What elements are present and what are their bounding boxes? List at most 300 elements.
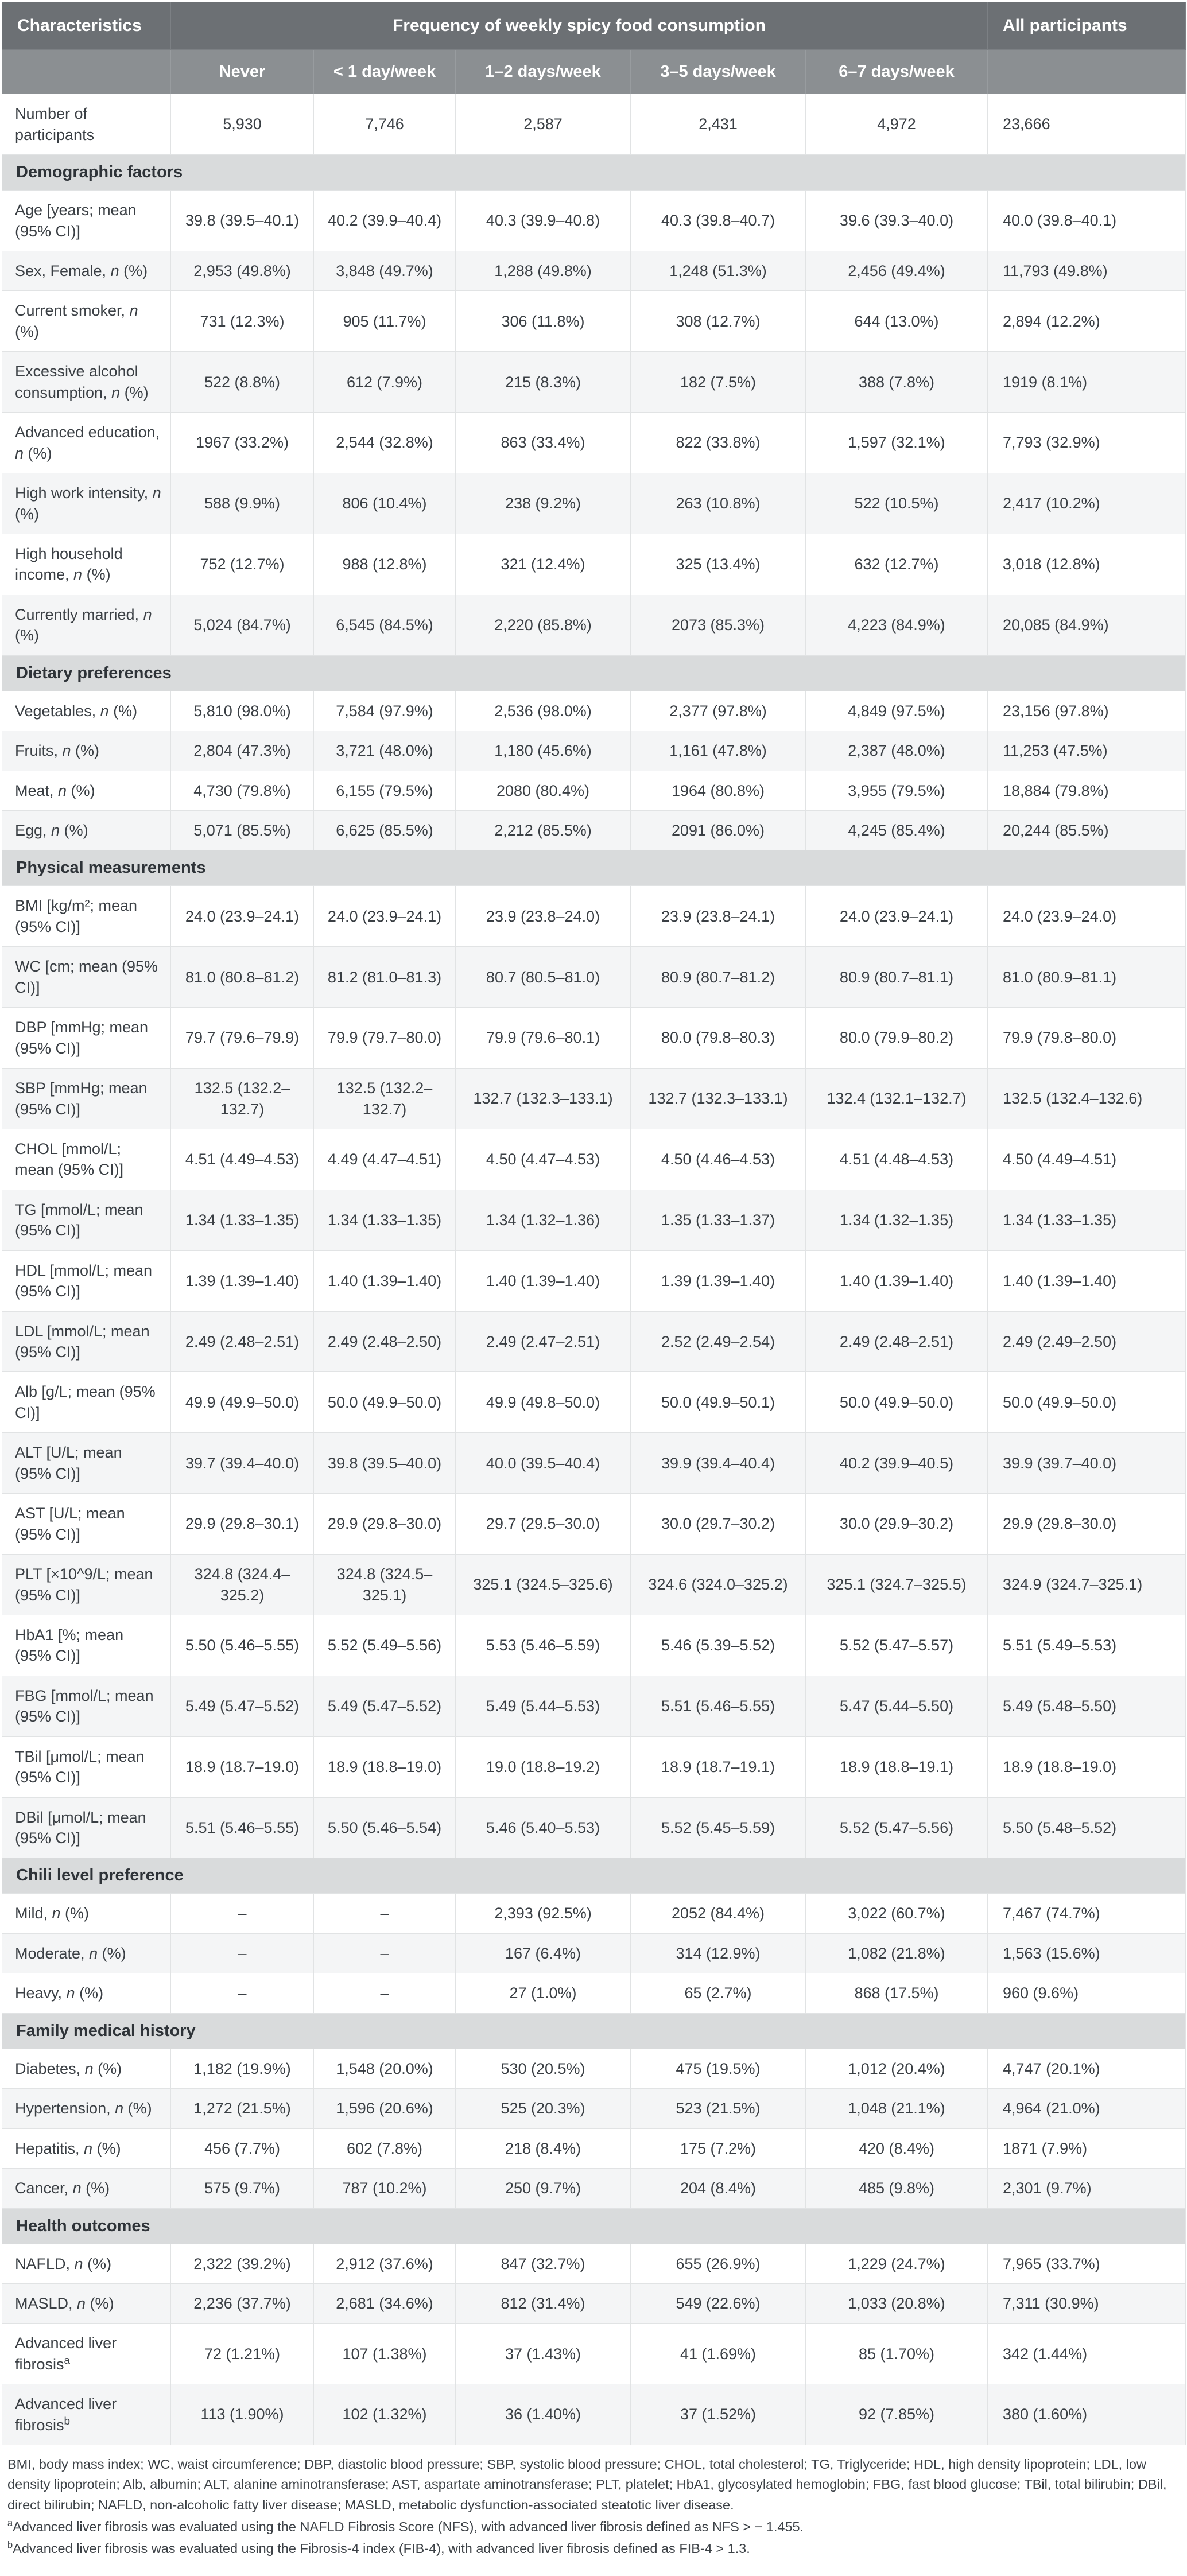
data-cell: 11,253 (47.5%) [988,731,1186,771]
header-characteristics: Characteristics [2,2,171,50]
section-row [2,1858,1186,1894]
data-cell: 324.8 (324.5–325.1) [314,1555,456,1615]
data-cell: 3,955 (79.5%) [806,771,988,810]
data-cell: 4.49 (4.47–4.51) [314,1129,456,1190]
data-cell: 2,544 (32.8%) [314,413,456,473]
row-label: Vegetables, n (%) [2,691,171,731]
data-cell: 5,024 (84.7%) [171,595,314,655]
data-cell: 5.53 (5.46–5.59) [456,1615,631,1676]
row-label: Mild, n (%) [2,1894,171,1933]
data-cell: 40.3 (39.9–40.8) [456,191,631,251]
data-cell: 39.7 (39.4–40.0) [171,1433,314,1494]
data-cell: 5.50 (5.46–5.55) [171,1615,314,1676]
row-label: Heavy, n (%) [2,1973,171,2013]
row-label: Excessive alcohol consumption, n (%) [2,352,171,413]
header-row-top [2,2,1186,50]
data-cell: 5,810 (98.0%) [171,691,314,731]
section-row [2,155,1186,191]
table-row [2,413,1186,473]
data-cell: 2.52 (2.49–2.54) [631,1311,806,1372]
section-row [2,655,1186,691]
data-cell: 1.34 (1.33–1.35) [988,1190,1186,1250]
table-row [2,886,1186,947]
data-cell: 1,596 (20.6%) [314,2089,456,2128]
table-row [2,1894,1186,1933]
data-cell: 1,563 (15.6%) [988,1933,1186,1973]
data-cell: 132.5 (132.2–132.7) [171,1069,314,1129]
data-cell: 2,431 [631,94,806,155]
data-cell: 306 (11.8%) [456,291,631,352]
data-cell: 6,625 (85.5%) [314,811,456,850]
data-cell: 523 (21.5%) [631,2089,806,2128]
data-cell: 81.2 (81.0–81.3) [314,947,456,1008]
data-cell: 787 (10.2%) [314,2169,456,2208]
data-cell: 50.0 (49.9–50.0) [314,1372,456,1433]
data-cell: 2,322 (39.2%) [171,2244,314,2283]
data-cell: 79.7 (79.6–79.9) [171,1008,314,1069]
table-row [2,191,1186,251]
data-cell: 40.2 (39.9–40.5) [806,1433,988,1494]
data-cell: 588 (9.9%) [171,473,314,534]
row-label: AST [U/L; mean (95% CI)] [2,1494,171,1555]
table-row [2,1129,1186,1190]
data-cell: 2052 (84.4%) [631,1894,806,1933]
characteristics-table [2,2,1186,2445]
data-cell: 1.34 (1.33–1.35) [314,1190,456,1250]
row-label: CHOL [mmol/L; mean (95% CI)] [2,1129,171,1190]
data-cell: 7,746 [314,94,456,155]
table-row [2,595,1186,655]
data-cell: 5.51 (5.46–5.55) [171,1797,314,1858]
table-row [2,534,1186,595]
row-label: Hypertension, n (%) [2,2089,171,2128]
data-cell: 24.0 (23.9–24.1) [314,886,456,947]
row-label: SBP [mmHg; mean (95% CI)] [2,1069,171,1129]
row-label: Number of participants [2,94,171,155]
data-cell: 40.3 (39.8–40.7) [631,191,806,251]
section-title: Health outcomes [2,2208,1186,2244]
table-row [2,2244,1186,2283]
data-cell: 37 (1.43%) [456,2324,631,2384]
data-cell: 1.39 (1.39–1.40) [171,1250,314,1311]
data-cell: 36 (1.40%) [456,2384,631,2445]
section-title: Chili level preference [2,1858,1186,1894]
row-label: NAFLD, n (%) [2,2244,171,2283]
header-spacer-left [2,50,171,94]
row-label: DBP [mmHg; mean (95% CI)] [2,1008,171,1069]
footnote: BMI, body mass index; WC, waist circumference; DBP, diastolic blood pressure; SBP, systolic blood pressure; CHOL, total cholesterol; TG, Triglyceride; HDL, high density lipoprotein; LDL, low density lipoprotein; Alb, albumin; ALT, alanine aminotransferase; AST, aspartate aminotransferase; PLT, platelet; HbA1, glycosylated hemoglobin; FBG, fast blood glucose; TBil, total bilirubin; DBil, direct bilirubin; NAFLD, non-alcoholic fatty liver disease; MASLD, metabolic dysfunction-associated steatotic liver disease. [7,2457,1167,2512]
table-row [2,251,1186,291]
data-cell: 50.0 (49.9–50.1) [631,1372,806,1433]
row-label: Currently married, n (%) [2,595,171,655]
data-cell: 24.0 (23.9–24.0) [988,886,1186,947]
data-cell: 7,584 (97.9%) [314,691,456,731]
data-cell: – [314,1933,456,1973]
data-cell: 18.9 (18.8–19.0) [988,1736,1186,1797]
data-cell: 1.35 (1.33–1.37) [631,1190,806,1250]
data-cell: – [171,1933,314,1973]
data-cell: 24.0 (23.9–24.1) [171,886,314,947]
data-cell: 475 (19.5%) [631,2049,806,2088]
data-cell: 2,536 (98.0%) [456,691,631,731]
table-row [2,1494,1186,1555]
data-cell: 1,180 (45.6%) [456,731,631,771]
data-cell: 40.0 (39.5–40.4) [456,1433,631,1494]
data-cell: 238 (9.2%) [456,473,631,534]
data-cell: 731 (12.3%) [171,291,314,352]
data-cell: 3,848 (49.7%) [314,251,456,291]
table-row [2,1250,1186,1311]
data-cell: 41 (1.69%) [631,2324,806,2384]
row-label: Cancer, n (%) [2,2169,171,2208]
data-cell: 522 (8.8%) [171,352,314,413]
section-row [2,2208,1186,2244]
row-label: BMI [kg/m²; mean (95% CI)] [2,886,171,947]
data-cell: 85 (1.70%) [806,2324,988,2384]
data-cell: 4.51 (4.48–4.53) [806,1129,988,1190]
data-cell: 812 (31.4%) [456,2283,631,2323]
data-cell: 1.34 (1.32–1.36) [456,1190,631,1250]
data-cell: 29.7 (29.5–30.0) [456,1494,631,1555]
section-title: Physical measurements [2,850,1186,886]
data-cell: 5.46 (5.40–5.53) [456,1797,631,1858]
data-cell: 324.9 (324.7–325.1) [988,1555,1186,1615]
data-cell: 19.0 (18.8–19.2) [456,1736,631,1797]
row-label: Advanced liver fibrosis$^b$ [2,2384,171,2445]
row-label: PLT [×10^9/L; mean (95% CI)] [2,1555,171,1615]
data-cell: 167 (6.4%) [456,1933,631,1973]
data-cell: 863 (33.4%) [456,413,631,473]
table-row [2,1069,1186,1129]
data-cell: 752 (12.7%) [171,534,314,595]
data-cell: 2,393 (92.5%) [456,1894,631,1933]
data-cell: 7,311 (30.9%) [988,2283,1186,2323]
data-cell: 2,804 (47.3%) [171,731,314,771]
data-cell: 204 (8.4%) [631,2169,806,2208]
data-cell: 1919 (8.1%) [988,352,1186,413]
data-cell: 1,161 (47.8%) [631,731,806,771]
data-cell: 18.9 (18.8–19.0) [314,1736,456,1797]
data-cell: 5.52 (5.47–5.57) [806,1615,988,1676]
data-cell: 2,953 (49.8%) [171,251,314,291]
data-cell: 1.40 (1.39–1.40) [806,1250,988,1311]
data-cell: 79.9 (79.7–80.0) [314,1008,456,1069]
data-cell: 3,018 (12.8%) [988,534,1186,595]
data-cell: 5.52 (5.45–5.59) [631,1797,806,1858]
data-cell: 40.0 (39.8–40.1) [988,191,1186,251]
row-label: MASLD, n (%) [2,2283,171,2323]
table-row [2,352,1186,413]
data-cell: 4.50 (4.49–4.51) [988,1129,1186,1190]
row-label: TG [mmol/L; mean (95% CI)] [2,1190,171,1250]
data-cell: 5.51 (5.49–5.53) [988,1615,1186,1676]
footnote: $^b$Advanced liver fibrosis was evaluated using the Fibrosis-4 index (FIB-4), with advanced liver fibrosis defined as FIB-4 > 1.3. [7,2540,750,2556]
data-cell: 1871 (7.9%) [988,2128,1186,2168]
table-row [2,2128,1186,2168]
row-label: Meat, n (%) [2,771,171,810]
data-cell: 7,965 (33.7%) [988,2244,1186,2283]
data-cell: 4,730 (79.8%) [171,771,314,810]
row-label: Egg, n (%) [2,811,171,850]
table-row [2,1008,1186,1069]
row-label: High work intensity, n (%) [2,473,171,534]
data-cell: 80.7 (80.5–81.0) [456,947,631,1008]
data-cell: 1,597 (32.1%) [806,413,988,473]
data-cell: 380 (1.60%) [988,2384,1186,2445]
header-col-6-7-days: 6–7 days/week [806,50,988,94]
table-row [2,691,1186,731]
section-row [2,850,1186,886]
header-col-lt-1-day: < 1 day/week [314,50,456,94]
data-cell: 72 (1.21%) [171,2324,314,2384]
data-cell: 6,545 (84.5%) [314,595,456,655]
data-cell: 4,245 (85.4%) [806,811,988,850]
data-cell: 18.9 (18.7–19.0) [171,1736,314,1797]
data-cell: 2,387 (48.0%) [806,731,988,771]
header-col-never: Never [171,50,314,94]
data-cell: 1.40 (1.39–1.40) [314,1250,456,1311]
row-label: HDL [mmol/L; mean (95% CI)] [2,1250,171,1311]
row-label: Sex, Female, n (%) [2,251,171,291]
data-cell: 263 (10.8%) [631,473,806,534]
data-cell: 324.6 (324.0–325.2) [631,1555,806,1615]
data-cell: 1.40 (1.39–1.40) [988,1250,1186,1311]
data-cell: 2,301 (9.7%) [988,2169,1186,2208]
data-cell: 602 (7.8%) [314,2128,456,2168]
data-cell: 39.8 (39.5–40.1) [171,191,314,251]
data-cell: 325.1 (324.5–325.6) [456,1555,631,1615]
data-cell: 549 (22.6%) [631,2283,806,2323]
data-cell: 80.0 (79.9–80.2) [806,1008,988,1069]
data-cell: 3,022 (60.7%) [806,1894,988,1933]
table-row [2,1433,1186,1494]
data-cell: 39.6 (39.3–40.0) [806,191,988,251]
table-row [2,1797,1186,1858]
data-cell: 1,248 (51.3%) [631,251,806,291]
data-cell: 5.52 (5.49–5.56) [314,1615,456,1676]
data-cell: 314 (12.9%) [631,1933,806,1973]
row-label: FBG [mmol/L; mean (95% CI)] [2,1676,171,1736]
data-cell: 27 (1.0%) [456,1973,631,2013]
data-cell: 132.5 (132.4–132.6) [988,1069,1186,1129]
data-cell: 1,229 (24.7%) [806,2244,988,2283]
data-cell: 2,587 [456,94,631,155]
data-cell: 81.0 (80.8–81.2) [171,947,314,1008]
data-cell: 18.9 (18.7–19.1) [631,1736,806,1797]
table-row [2,2324,1186,2384]
data-cell: 39.9 (39.7–40.0) [988,1433,1186,1494]
data-cell: 182 (7.5%) [631,352,806,413]
header-col-1-2-days: 1–2 days/week [456,50,631,94]
data-cell: 1967 (33.2%) [171,413,314,473]
data-cell: 342 (1.44%) [988,2324,1186,2384]
data-cell: 30.0 (29.9–30.2) [806,1494,988,1555]
data-cell: 79.9 (79.6–80.1) [456,1008,631,1069]
table-row [2,1372,1186,1433]
data-cell: 4.50 (4.46–4.53) [631,1129,806,1190]
data-cell: 39.8 (39.5–40.0) [314,1433,456,1494]
data-cell: 29.9 (29.8–30.0) [314,1494,456,1555]
section-title: Dietary preferences [2,655,1186,691]
data-cell: 80.9 (80.7–81.2) [631,947,806,1008]
table-row [2,94,1186,155]
data-cell: 644 (13.0%) [806,291,988,352]
row-label: DBil [μmol/L; mean (95% CI)] [2,1797,171,1858]
data-cell: 2,377 (97.8%) [631,691,806,731]
data-cell: 23.9 (23.8–24.0) [456,886,631,947]
table-body [2,94,1186,2445]
table-row [2,2049,1186,2088]
data-cell: 325.1 (324.7–325.5) [806,1555,988,1615]
data-cell: 107 (1.38%) [314,2324,456,2384]
data-cell: 11,793 (49.8%) [988,251,1186,291]
data-cell: 79.9 (79.8–80.0) [988,1008,1186,1069]
data-cell: 2.49 (2.48–2.51) [806,1311,988,1372]
data-cell: 49.9 (49.8–50.0) [456,1372,631,1433]
data-cell: 4,964 (21.0%) [988,2089,1186,2128]
data-cell: 5.46 (5.39–5.52) [631,1615,806,1676]
data-cell: 7,793 (32.9%) [988,413,1186,473]
row-label: High household income, n (%) [2,534,171,595]
data-cell: 2,417 (10.2%) [988,473,1186,534]
data-cell: 1964 (80.8%) [631,771,806,810]
data-cell: 5.49 (5.47–5.52) [314,1676,456,1736]
data-cell: 485 (9.8%) [806,2169,988,2208]
table-row [2,1676,1186,1736]
table-row [2,2169,1186,2208]
data-cell: 324.8 (324.4–325.2) [171,1555,314,1615]
data-cell: 5.47 (5.44–5.50) [806,1676,988,1736]
row-label: ALT [U/L; mean (95% CI)] [2,1433,171,1494]
data-cell: 7,467 (74.7%) [988,1894,1186,1933]
data-cell: 2.49 (2.47–2.51) [456,1311,631,1372]
data-cell: 92 (7.85%) [806,2384,988,2445]
table-row [2,947,1186,1008]
data-cell: 2.49 (2.48–2.51) [171,1311,314,1372]
row-label: Advanced education, n (%) [2,413,171,473]
data-cell: 6,155 (79.5%) [314,771,456,810]
data-cell: 2.49 (2.48–2.50) [314,1311,456,1372]
data-cell: 81.0 (80.9–81.1) [988,947,1186,1008]
data-cell: 5,071 (85.5%) [171,811,314,850]
data-cell: 321 (12.4%) [456,534,631,595]
data-cell: 1,182 (19.9%) [171,2049,314,2088]
data-cell: 4.50 (4.47–4.53) [456,1129,631,1190]
table-row [2,811,1186,850]
data-cell: 575 (9.7%) [171,2169,314,2208]
data-cell: 102 (1.32%) [314,2384,456,2445]
data-cell: – [314,1973,456,2013]
data-cell: 20,085 (84.9%) [988,595,1186,655]
data-cell: 456 (7.7%) [171,2128,314,2168]
row-label: LDL [mmol/L; mean (95% CI)] [2,1311,171,1372]
table-row [2,1311,1186,1372]
row-label: HbA1 [%; mean (95% CI)] [2,1615,171,1676]
data-cell: 308 (12.7%) [631,291,806,352]
data-cell: 24.0 (23.9–24.1) [806,886,988,947]
data-cell: 80.0 (79.8–80.3) [631,1008,806,1069]
data-cell: 325 (13.4%) [631,534,806,595]
row-label: Age [years; mean (95% CI)] [2,191,171,251]
table-row [2,1973,1186,2013]
data-cell: 5.49 (5.48–5.50) [988,1676,1186,1736]
data-cell: 1.40 (1.39–1.40) [456,1250,631,1311]
header-spacer-right [988,50,1186,94]
data-cell: 2,894 (12.2%) [988,291,1186,352]
data-cell: 2080 (80.4%) [456,771,631,810]
data-cell: 2,220 (85.8%) [456,595,631,655]
data-cell: 525 (20.3%) [456,2089,631,2128]
data-cell: 5.50 (5.48–5.52) [988,1797,1186,1858]
table-row [2,1736,1186,1797]
table-row [2,291,1186,352]
data-cell: 868 (17.5%) [806,1973,988,2013]
table-row [2,473,1186,534]
data-cell: 632 (12.7%) [806,534,988,595]
footnote: $^a$Advanced liver fibrosis was evaluated using the NAFLD Fibrosis Score (NFS), with advanced liver fibrosis defined as NFS > − 1.455. [7,2518,804,2534]
data-cell: 4.51 (4.49–4.53) [171,1129,314,1190]
data-cell: 23,666 [988,94,1186,155]
data-cell: 1.34 (1.32–1.35) [806,1190,988,1250]
data-cell: 905 (11.7%) [314,291,456,352]
data-cell: 4,849 (97.5%) [806,691,988,731]
data-cell: 655 (26.9%) [631,2244,806,2283]
data-cell: 49.9 (49.9–50.0) [171,1372,314,1433]
table-row [2,731,1186,771]
data-cell: 132.5 (132.2–132.7) [314,1069,456,1129]
header-col-3-5-days: 3–5 days/week [631,50,806,94]
table-row [2,1190,1186,1250]
data-cell: 2,681 (34.6%) [314,2283,456,2323]
row-label: Alb [g/L; mean (95% CI)] [2,1372,171,1433]
row-label: Moderate, n (%) [2,1933,171,1973]
data-cell: 2,912 (37.6%) [314,2244,456,2283]
data-cell: – [314,1894,456,1933]
data-cell: 5.49 (5.44–5.53) [456,1676,631,1736]
data-cell: 23,156 (97.8%) [988,691,1186,731]
header-all-participants: All participants [988,2,1186,50]
table-row [2,2384,1186,2445]
footnotes [2,2445,1185,2574]
data-cell: 5,930 [171,94,314,155]
data-cell: 132.4 (132.1–132.7) [806,1069,988,1129]
data-cell: 23.9 (23.8–24.1) [631,886,806,947]
data-cell: 988 (12.8%) [314,534,456,595]
data-cell: 1.34 (1.33–1.35) [171,1190,314,1250]
data-cell: 530 (20.5%) [456,2049,631,2088]
data-cell: 113 (1.90%) [171,2384,314,2445]
row-label: TBil [μmol/L; mean (95% CI)] [2,1736,171,1797]
data-cell: 40.2 (39.9–40.4) [314,191,456,251]
data-cell: 1,012 (20.4%) [806,2049,988,2088]
data-cell: 65 (2.7%) [631,1973,806,2013]
data-cell: 20,244 (85.5%) [988,811,1186,850]
data-cell: 420 (8.4%) [806,2128,988,2168]
table-row [2,2283,1186,2323]
data-cell: 806 (10.4%) [314,473,456,534]
data-cell: 18.9 (18.8–19.1) [806,1736,988,1797]
data-cell: 3,721 (48.0%) [314,731,456,771]
data-cell: 388 (7.8%) [806,352,988,413]
row-label: WC [cm; mean (95% CI)] [2,947,171,1008]
data-cell: 215 (8.3%) [456,352,631,413]
data-cell: 5.49 (5.47–5.52) [171,1676,314,1736]
row-label: Hepatitis, n (%) [2,2128,171,2168]
table-header [2,2,1186,94]
data-cell: 1,272 (21.5%) [171,2089,314,2128]
data-cell: 132.7 (132.3–133.1) [631,1069,806,1129]
data-cell: 5.51 (5.46–5.55) [631,1676,806,1736]
